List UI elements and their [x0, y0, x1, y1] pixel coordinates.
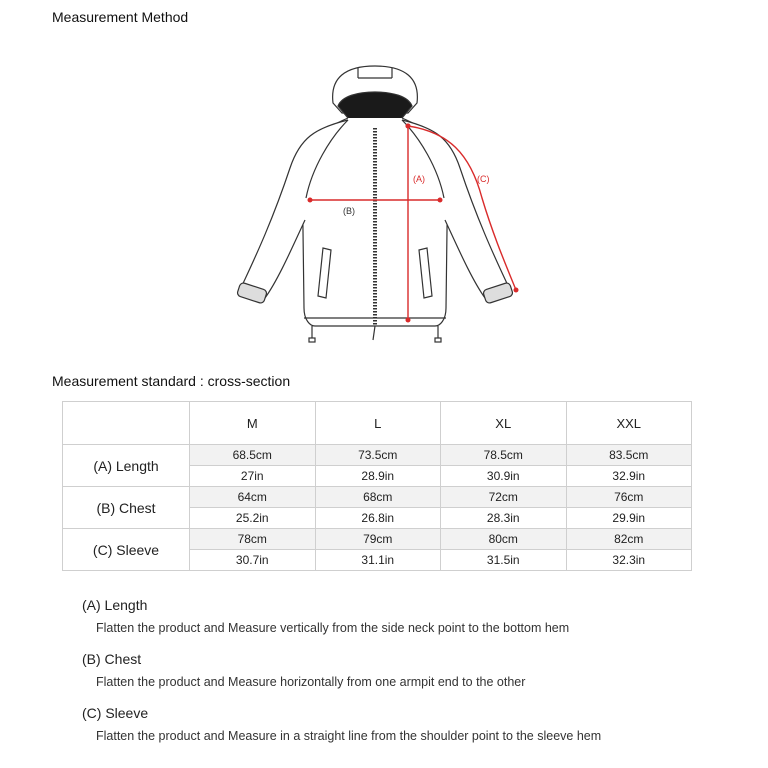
- table-cell: 79cm: [315, 529, 441, 550]
- table-cell: 30.9in: [441, 466, 567, 487]
- note-sleeve: [82, 705, 722, 743]
- table-row: [63, 445, 692, 466]
- table-cell: 28.9in: [315, 466, 441, 487]
- row-label-length: (A) Length: [63, 445, 190, 487]
- measurement-notes: [82, 597, 722, 759]
- col-header-xxl: XXL: [566, 402, 692, 445]
- corner-cell: [63, 402, 190, 445]
- table-cell: 73.5cm: [315, 445, 441, 466]
- table-cell: 76cm: [566, 487, 692, 508]
- table-cell: 83.5cm: [566, 445, 692, 466]
- header-row: [63, 402, 692, 445]
- sleeve-marker-label: (C): [477, 174, 490, 184]
- length-marker-label: (A): [413, 174, 425, 184]
- note-chest: [82, 651, 722, 689]
- jacket-diagram: [230, 58, 550, 358]
- table-cell: 72cm: [441, 487, 567, 508]
- note-description: Flatten the product and Measure horizontally from one armpit end to the other: [96, 675, 526, 689]
- table-cell: 80cm: [441, 529, 567, 550]
- table-cell: 68.5cm: [190, 445, 316, 466]
- note-heading: (B) Chest: [82, 651, 142, 667]
- table-cell: 32.9in: [566, 466, 692, 487]
- table-cell: 26.8in: [315, 508, 441, 529]
- page-title: Measurement Method: [52, 9, 189, 25]
- row-label-chest: (B) Chest: [63, 487, 190, 529]
- table-row: [63, 487, 692, 508]
- jacket-outline: [237, 66, 514, 342]
- table-cell: 78cm: [190, 529, 316, 550]
- note-description: Flatten the product and Measure vertically from the side neck point to the bottom hem: [96, 621, 570, 635]
- table-cell: 78.5cm: [441, 445, 567, 466]
- table-cell: 29.9in: [566, 508, 692, 529]
- table-cell: 68cm: [315, 487, 441, 508]
- table-cell: 28.3in: [441, 508, 567, 529]
- table-cell: 30.7in: [190, 550, 316, 571]
- note-length: [82, 597, 722, 635]
- table-cell: 32.3in: [566, 550, 692, 571]
- standard-title: Measurement standard : cross-section: [52, 373, 291, 389]
- note-heading: (C) Sleeve: [82, 705, 149, 721]
- table-cell: 64cm: [190, 487, 316, 508]
- table-cell: 27in: [190, 466, 316, 487]
- table-row: [63, 529, 692, 550]
- table-cell: 82cm: [566, 529, 692, 550]
- table-cell: 31.5in: [441, 550, 567, 571]
- note-description: Flatten the product and Measure in a straight line from the shoulder point to the sleeve hem: [96, 729, 602, 743]
- col-header-l: L: [315, 402, 441, 445]
- col-header-xl: XL: [441, 402, 567, 445]
- size-table: [62, 401, 692, 571]
- chest-marker-label: (B): [343, 206, 355, 216]
- note-heading: (A) Length: [82, 597, 148, 613]
- table-cell: 25.2in: [190, 508, 316, 529]
- table-cell: 31.1in: [315, 550, 441, 571]
- col-header-m: M: [190, 402, 316, 445]
- row-label-sleeve: (C) Sleeve: [63, 529, 190, 571]
